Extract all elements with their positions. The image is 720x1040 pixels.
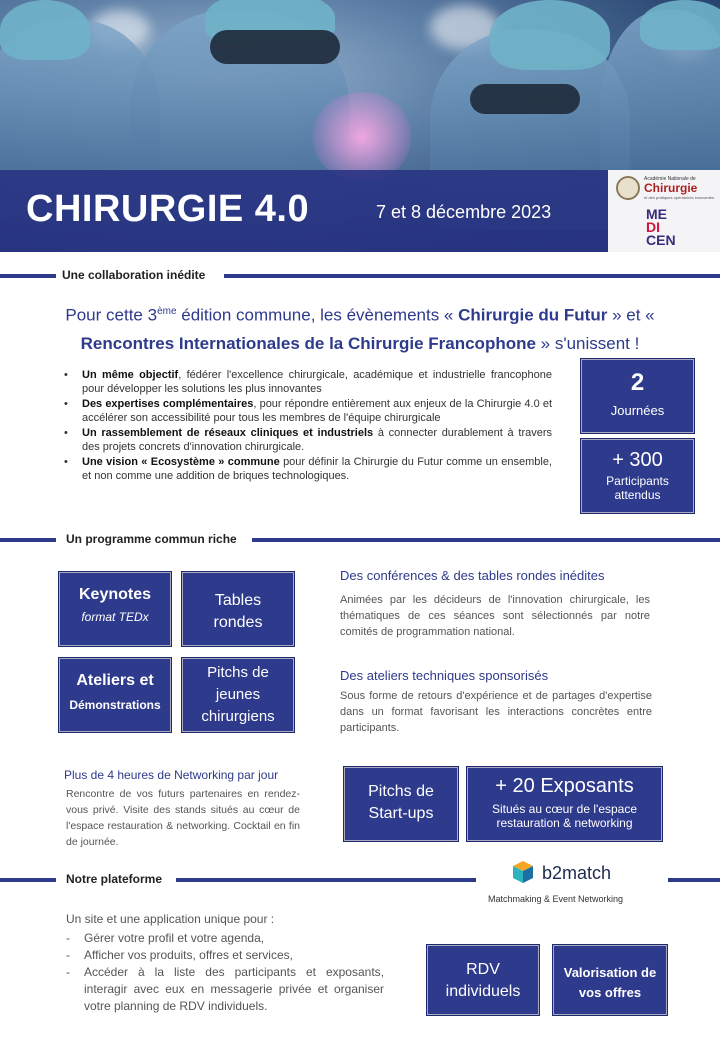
stat-days-number: 2 <box>630 369 645 396</box>
section-title-programme: Un programme commun riche <box>66 532 237 546</box>
intro-text: Pour cette 3 <box>65 305 158 325</box>
section-divider <box>224 274 720 278</box>
rdv-box <box>426 944 540 1016</box>
section-divider <box>0 274 56 278</box>
rdv-label-1: RDV <box>466 961 500 978</box>
valorisation-label-2: vos offres <box>578 985 642 1000</box>
list-item <box>64 455 552 483</box>
section-divider <box>0 538 56 542</box>
event-name-chirurgie-futur: Chirurgie du Futur <box>458 305 608 325</box>
list-item-text: , pour répondre entièrement aux enjeux de la Chirurgie 4.0 et accélérer son accessibilité pour tous les membres de l'équipe chirurgicale <box>82 398 553 424</box>
exposants-sublabel-2: restauration & networking <box>496 816 633 830</box>
list-item-bold: Un même objectif <box>82 369 179 381</box>
pitchs-jeunes-label-2: jeunes <box>215 686 261 703</box>
medicen-logo-line2: DI <box>646 219 660 235</box>
academie-logo-sub: et des pratiques opératoires innovantes <box>644 195 715 200</box>
pitchs-jeunes-label-3: chirurgiens <box>201 708 275 725</box>
academie-logo-small: Académie Nationale de <box>644 176 696 182</box>
stat-participants-label2: attendus <box>614 488 661 502</box>
b2match-logo <box>484 858 660 906</box>
list-item-bold: Un rassemblement de réseaux cliniques et industriels <box>82 427 374 439</box>
list-item: - Gérer votre profil et votre agenda, <box>66 930 384 947</box>
medicen-logo <box>646 208 696 247</box>
intro-text: » et « <box>607 305 655 325</box>
stat-participants <box>580 438 695 514</box>
intro-text: » s'unissent ! <box>535 333 640 353</box>
academie-emblem-icon <box>616 176 640 200</box>
exposants-sublabel-1: Situés au cœur de l'espace <box>491 802 638 816</box>
medicen-logo-line3: CEN <box>646 232 676 248</box>
ateliers-text: Sous forme de retours d'expérience et de partages d'expertise dans un format favorisant les interactions concrètes entre participants. <box>340 690 652 734</box>
page-title: CHIRURGIE 4.0 <box>26 188 310 230</box>
platform-features-list <box>66 930 384 1015</box>
intro-text: édition commune, les évènements « <box>176 305 459 325</box>
pitchs-startups-box <box>343 766 459 842</box>
section-divider <box>668 878 720 882</box>
exposants-label: + 20 Exposants <box>495 775 634 797</box>
partner-logos <box>608 170 720 252</box>
ateliers-box <box>58 657 172 733</box>
pitchs-jeunes-label-1: Pitchs de <box>207 664 269 681</box>
stat-days-label: Journées <box>610 403 665 418</box>
keynotes-box <box>58 571 172 647</box>
section-divider <box>252 538 720 542</box>
startups-label-1: Pitchs de <box>368 783 434 800</box>
valorisation-box <box>552 944 668 1016</box>
ateliers-heading: Des ateliers techniques sponsorisés <box>340 668 549 683</box>
tables-label-2: rondes <box>213 614 263 631</box>
stat-participants-label: Participants <box>606 474 669 488</box>
list-item <box>64 368 552 396</box>
tables-rondes-box <box>181 571 295 647</box>
exposants-box <box>466 766 663 842</box>
stat-participants-number: + 300 <box>612 449 663 471</box>
ateliers-label-1: Ateliers et <box>76 672 154 689</box>
networking-text: Rencontre de vos futurs partenaires en rendez-vous privé. Visite des stands situés au cœur de l'espace restauration & networking. Cocktail en fin de journée. <box>66 788 300 848</box>
list-item <box>64 426 552 454</box>
rdv-label-2: individuels <box>445 983 521 1000</box>
keynotes-sublabel: format TEDx <box>81 610 149 624</box>
conferences-text: Animées par les décideurs de l'innovation chirurgicale, les thématiques de ces séances sont sélectionnés par notre comités de programmation national. <box>340 594 650 638</box>
section-title-plateforme: Notre plateforme <box>66 872 163 886</box>
conferences-heading: Des conférences & des tables rondes inédites <box>340 568 605 583</box>
list-item-text: à connecter durablement à travers des projets concrets d'innovation chirurgicale. <box>82 427 552 453</box>
event-date: 7 et 8 décembre 2023 <box>376 202 552 222</box>
list-item-bold: Une vision « Ecosystème » commune <box>82 456 280 468</box>
tables-label-1: Tables <box>214 592 262 609</box>
pitchs-jeunes-box <box>181 657 295 733</box>
intro-heading <box>20 298 700 358</box>
section-title-collaboration: Une collaboration inédite <box>62 268 206 282</box>
valorisation-label-1: Valorisation de <box>563 965 657 980</box>
objectives-list <box>64 368 552 484</box>
b2match-tagline: Matchmaking & Event Networking <box>488 894 624 904</box>
b2match-cube-icon <box>512 860 534 884</box>
startups-label-2: Start-ups <box>368 805 434 822</box>
event-name-rencontres: Rencontres Internationales de la Chirurgie Francophone <box>80 333 536 353</box>
networking-heading: Plus de 4 heures de Networking par jour <box>64 768 279 782</box>
list-item <box>64 397 552 425</box>
b2match-name: b2match <box>542 863 612 883</box>
list-item: - Afficher vos produits, offres et services, <box>66 947 384 964</box>
section-divider <box>176 878 476 882</box>
medicen-logo-line1: ME <box>646 206 667 222</box>
ateliers-label-2: Démonstrations <box>69 698 161 712</box>
keynotes-label: Keynotes <box>78 586 152 603</box>
list-item-text: pour définir la Chirurgie du Futur comme un ensemble, et non comme une addition de briques technologiques. <box>82 456 552 482</box>
stat-days <box>580 358 695 434</box>
list-item-bold: Des expertises complémentaires <box>82 398 254 410</box>
section-divider <box>0 878 56 882</box>
academie-logo-name: Chirurgie <box>644 181 698 195</box>
platform-intro: Un site et une application unique pour : <box>66 912 275 926</box>
intro-sup: ème <box>157 306 177 317</box>
list-item: - Accéder à la liste des participants et exposants, interagir avec eux en messagerie privée et organiser votre planning de RDV individuels. <box>66 964 384 1015</box>
list-item-text: , fédérer l'excellence chirurgicale, académique et industrielle francophone pour développer les solutions les plus innovantes <box>82 369 552 395</box>
